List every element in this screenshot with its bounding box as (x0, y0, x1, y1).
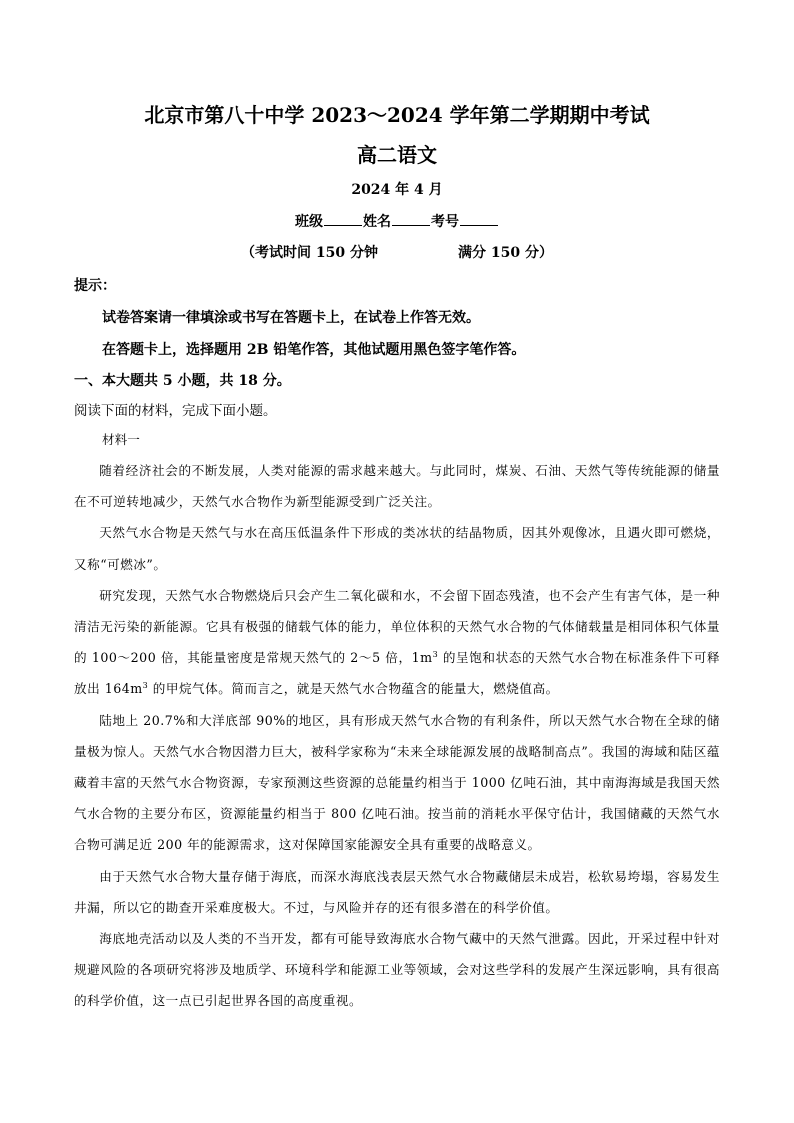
score-note: 满分 150 分） (458, 245, 553, 261)
paragraph-3-part-c: 的甲烷气体。简而言之，就是天然气水合物蕴含的能量大，燃烧值高。 (148, 681, 559, 697)
superscript-3: 3 (432, 650, 439, 660)
class-label: 班级 (295, 214, 323, 230)
section-instruction: 阅读下面的材料，完成下面小题。 (74, 403, 277, 419)
paragraph-3-part-b: 的呈饱和状态的天然气水合物在标准条件下可释放出 164m (74, 650, 720, 697)
name-blank (392, 212, 430, 226)
time-note: （考试时间 150 分钟 (241, 245, 378, 261)
notice-heading: 提示： (74, 278, 116, 294)
student-info-line (0, 212, 794, 232)
paragraph-3 (74, 580, 720, 705)
class-blank (324, 212, 362, 226)
paragraph-6: 海底地壳活动以及人类的不当开发，都有可能导致海底水合物气藏中的天然气泄露。因此，开采过程中针对规避风险的各项研究将涉及地质学、环境科学和能源工业等领域，会对这些学科的发展产生深远影响，具有很高的科学价值，这一点已引起世界各国的高度重视。 (74, 931, 720, 1009)
notice-line-2: 在答题卡上，选择题用 2B 铅笔作答，其他试题用黑色签字笔作答。 (102, 342, 526, 358)
name-label: 姓名 (363, 214, 391, 230)
id-label: 考号 (431, 214, 459, 230)
superscript-3: 3 (142, 681, 149, 691)
paragraph-3-part-a: 研究发现，天然气水合物燃烧后只会产生二氧化碳和水，不会留下固态残渣，也不会产生有害气体，是一种清洁无污染的新能源。它具有极强的储载气体的能力，单位体积的天然气水合物的气体储载量是相同体积气体量的 100～200 倍，其能量密度是常规天然气的 2～5 倍，1m (74, 587, 720, 666)
material-body (74, 455, 720, 1017)
exam-title: 北京市第八十中学 2023～2024 学年第二学期期中考试 (144, 103, 650, 127)
id-blank (460, 212, 498, 226)
material-title: 材料一 (102, 432, 140, 447)
paragraph-4: 陆地上 20.7%和大洋底部 90%的地区，具有形成天然气水合物的有利条件，所以天然气水合物在全球的储量极为惊人。天然气水合物因潜力巨大，被科学家称为“未来全球能源发展的战略制高点”。我国的海域和陆区蕴藏着丰富的天然气水合物资源，专家预测这些资源的总能量约相当于 1000 亿吨石油，其中南海海域是我国天然气水合物的主要分布区，资源能量约相当于 800 亿吨石油。按当前的消耗水平保守估计，我国储藏的天然气水合物可满足近 200 年的能源需求，这对保障国家能源安全具有重要的战略意义。 (74, 712, 720, 853)
paragraph-1: 随着经济社会的不断发展，人类对能源的需求越来越大。与此同时，煤炭、石油、天然气等传统能源的储量在不可逆转地减少，天然气水合物作为新型能源受到广泛关注。 (74, 463, 720, 510)
exam-date: 2024 年 4 月 (351, 182, 443, 198)
exam-meta (0, 243, 794, 263)
paragraph-5: 由于天然气水合物大量存储于海底，而深水海底浅表层天然气水合物藏储层未成岩，松软易垮塌，容易发生井漏，所以它的勘查开采难度极大。不过，与风险并存的还有很多潜在的科学价值。 (74, 868, 720, 915)
section-heading: 一、本大题共 5 小题，共 18 分。 (74, 373, 291, 389)
paragraph-2: 天然气水合物是天然气与水在高压低温条件下形成的类冰状的结晶物质，因其外观像冰，且遇火即可燃烧，又称“可燃冰”。 (74, 525, 720, 572)
subject-title: 高二语文 (357, 143, 437, 167)
notice-line-1: 试卷答案请一律填涂或书写在答题卡上，在试卷上作答无效。 (102, 310, 480, 326)
